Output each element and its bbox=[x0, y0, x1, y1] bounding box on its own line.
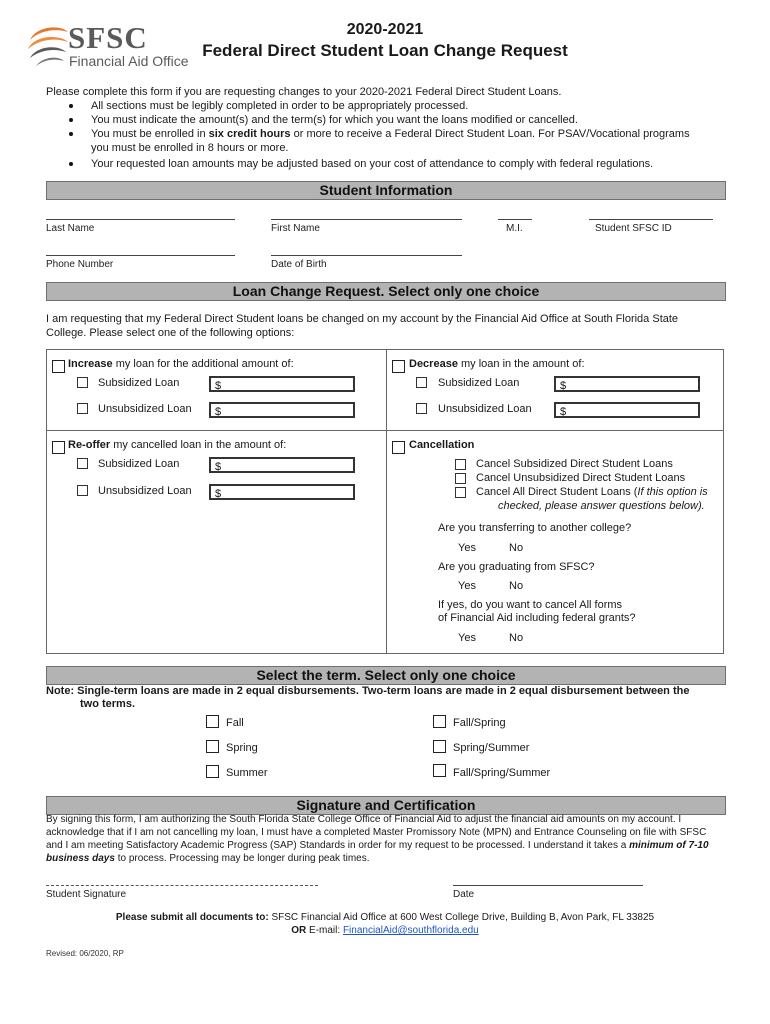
intro-bullet: All sections must be legibly completed in order to be appropriately processed. bbox=[91, 99, 731, 113]
reoffer-unsubsidized-checkbox[interactable] bbox=[77, 485, 88, 496]
q-transfer-no[interactable]: No bbox=[509, 542, 524, 554]
increase-subsidized-label: Subsidized Loan bbox=[98, 377, 180, 389]
increase-label: Increase my loan for the additional amount of: bbox=[68, 358, 294, 370]
dob-label: Date of Birth bbox=[271, 259, 327, 270]
q-cancel-line1: If yes, do you want to cancel All forms bbox=[438, 599, 623, 611]
intro-bullet: You must be enrolled in six credit hours or more to receive a Federal Direct Student Loan. For PSAV/Vocational programs you must be enrolled in 8 hours or more. bbox=[91, 127, 731, 155]
term-spring-summer-checkbox[interactable] bbox=[433, 740, 446, 753]
increase-subsidized-amount[interactable]: $ bbox=[209, 376, 355, 392]
student-info-heading: Student Information bbox=[46, 181, 726, 200]
reoffer-subsidized-checkbox[interactable] bbox=[77, 458, 88, 469]
loan-change-heading: Loan Change Request. Select only one choice bbox=[46, 282, 726, 301]
intro-lead: Please complete this form if you are requesting changes to your 2020-2021 Federal Direct Student Loans. bbox=[46, 86, 562, 98]
form-year: 2020-2021 bbox=[346, 21, 424, 38]
decrease-unsubsidized-amount[interactable]: $ bbox=[554, 402, 700, 418]
cancellation-checkbox[interactable] bbox=[392, 441, 405, 454]
term-note-2: two terms. bbox=[80, 698, 136, 710]
increase-subsidized-checkbox[interactable] bbox=[77, 377, 88, 388]
phone-field[interactable] bbox=[46, 255, 235, 256]
decrease-label: Decrease my loan in the amount of: bbox=[409, 358, 585, 370]
decrease-subsidized-checkbox[interactable] bbox=[416, 377, 427, 388]
q-graduate-no[interactable]: No bbox=[509, 580, 524, 592]
date-label: Date bbox=[453, 889, 475, 900]
phone-label: Phone Number bbox=[46, 259, 114, 270]
cancel-unsubsidized-checkbox[interactable] bbox=[455, 473, 466, 484]
submit-line-2: OR E-mail: FinancialAid@southflorida.edu bbox=[291, 925, 479, 936]
term-fall-spring-checkbox[interactable] bbox=[433, 715, 446, 728]
term-spring-label: Spring bbox=[226, 742, 258, 754]
loan-divider-v bbox=[386, 349, 387, 654]
loan-intro-1: I am requesting that my Federal Direct Student loans be changed on my account by the Financial Aid Office at South Florida State bbox=[46, 313, 679, 325]
dob-field[interactable] bbox=[271, 255, 462, 256]
intro-bullet: Your requested loan amounts may be adjusted based on your cost of attendance to comply with federal regulations. bbox=[91, 157, 731, 171]
intro-bullets bbox=[91, 99, 731, 171]
reoffer-subsidized-amount[interactable]: $ bbox=[209, 457, 355, 473]
term-fall-spring-summer-checkbox[interactable] bbox=[433, 764, 446, 777]
cancellation-label: Cancellation bbox=[409, 439, 475, 451]
student-signature-label: Student Signature bbox=[46, 889, 127, 900]
decrease-unsubsidized-checkbox[interactable] bbox=[416, 403, 427, 414]
q-transfer: Are you transferring to another college? bbox=[438, 522, 632, 534]
cancel-all-checkbox[interactable] bbox=[455, 487, 466, 498]
mi-label: M.I. bbox=[506, 223, 523, 234]
cancel-subsidized-checkbox[interactable] bbox=[455, 459, 466, 470]
q-transfer-yes[interactable]: Yes bbox=[458, 542, 476, 554]
student-id-field[interactable] bbox=[589, 219, 713, 220]
cancel-all-note: checked, please answer questions below). bbox=[498, 500, 705, 512]
increase-unsubsidized-label: Unsubsidized Loan bbox=[98, 403, 192, 415]
reoffer-unsubsidized-amount[interactable]: $ bbox=[209, 484, 355, 500]
submit-line-1: Please submit all documents to: SFSC Financial Aid Office at 600 West College Drive, Building B, Avon Park, FL 33825 bbox=[115, 912, 655, 923]
term-fall-label: Fall bbox=[226, 717, 244, 729]
mi-field[interactable] bbox=[498, 219, 532, 220]
term-note-1: Note: Single-term loans are made in 2 equal disbursements. Two-term loans are made in 2 equal disbursement between the bbox=[46, 685, 690, 697]
q-cancel-yes[interactable]: Yes bbox=[458, 632, 476, 644]
cancel-all-label: Cancel All Direct Student Loans (If this option is bbox=[476, 486, 708, 498]
first-name-label: First Name bbox=[271, 223, 320, 234]
term-spring-summer-label: Spring/Summer bbox=[453, 742, 530, 754]
reoffer-checkbox[interactable] bbox=[52, 441, 65, 454]
loan-divider-h bbox=[46, 430, 724, 431]
logo-sub: Financial Aid Office bbox=[69, 53, 189, 69]
term-fall-spring-label: Fall/Spring bbox=[453, 717, 506, 729]
q-graduate: Are you graduating from SFSC? bbox=[438, 561, 595, 573]
page-title: Federal Direct Student Loan Change Request bbox=[202, 41, 568, 60]
revised-note: Revised: 06/2020, RP bbox=[46, 949, 124, 958]
reoffer-subsidized-label: Subsidized Loan bbox=[98, 458, 180, 470]
term-fall-checkbox[interactable] bbox=[206, 715, 219, 728]
increase-checkbox[interactable] bbox=[52, 360, 65, 373]
term-fall-spring-summer-label: Fall/Spring/Summer bbox=[453, 767, 551, 779]
decrease-subsidized-label: Subsidized Loan bbox=[438, 377, 520, 389]
reoffer-label: Re-offer my cancelled loan in the amount of: bbox=[68, 439, 287, 451]
increase-unsubsidized-checkbox[interactable] bbox=[77, 403, 88, 414]
cancel-subsidized-label: Cancel Subsidized Direct Student Loans bbox=[476, 458, 673, 470]
last-name-label: Last Name bbox=[46, 223, 95, 234]
q-cancel-line2: of Financial Aid including federal grants? bbox=[438, 612, 636, 624]
cancel-unsubsidized-label: Cancel Unsubsidized Direct Student Loans bbox=[476, 472, 686, 484]
email-link[interactable]: FinancialAid@southflorida.edu bbox=[342, 925, 479, 936]
term-spring-checkbox[interactable] bbox=[206, 740, 219, 753]
signature-heading: Signature and Certification bbox=[46, 796, 726, 815]
student-signature-field[interactable] bbox=[46, 885, 318, 886]
signature-text: By signing this form, I am authorizing the South Florida State College Office of Financial Aid to adjust the financial aid amounts on my account. I acknowledge that if I am not cancelling my loan, I must have a completed Master Promissory Note (MPN) and Entrance Counseling on file with SFSC and I am meeting Satisfactory Academic Progress (SAP) Standards in order for my request to be processed. I understand it takes a minimum of 7-10 business days to process. Processing may be longer during peak times. bbox=[46, 814, 709, 864]
last-name-field[interactable] bbox=[46, 219, 235, 220]
decrease-subsidized-amount[interactable]: $ bbox=[554, 376, 700, 392]
intro-bullet: You must indicate the amount(s) and the term(s) for which you want the loans modified or cancelled. bbox=[91, 113, 731, 127]
q-cancel-no[interactable]: No bbox=[509, 632, 524, 644]
student-id-label: Student SFSC ID bbox=[595, 223, 672, 234]
increase-unsubsidized-amount[interactable]: $ bbox=[209, 402, 355, 418]
reoffer-unsubsidized-label: Unsubsidized Loan bbox=[98, 485, 192, 497]
decrease-checkbox[interactable] bbox=[392, 360, 405, 373]
term-heading: Select the term. Select only one choice bbox=[46, 666, 726, 685]
first-name-field[interactable] bbox=[271, 219, 462, 220]
loan-intro-2: College. Please select one of the following options: bbox=[46, 327, 295, 339]
logo-brand: SFSC bbox=[68, 20, 148, 55]
date-field[interactable] bbox=[453, 885, 643, 886]
term-summer-label: Summer bbox=[226, 767, 268, 779]
decrease-unsubsidized-label: Unsubsidized Loan bbox=[438, 403, 532, 415]
term-summer-checkbox[interactable] bbox=[206, 765, 219, 778]
q-graduate-yes[interactable]: Yes bbox=[458, 580, 476, 592]
